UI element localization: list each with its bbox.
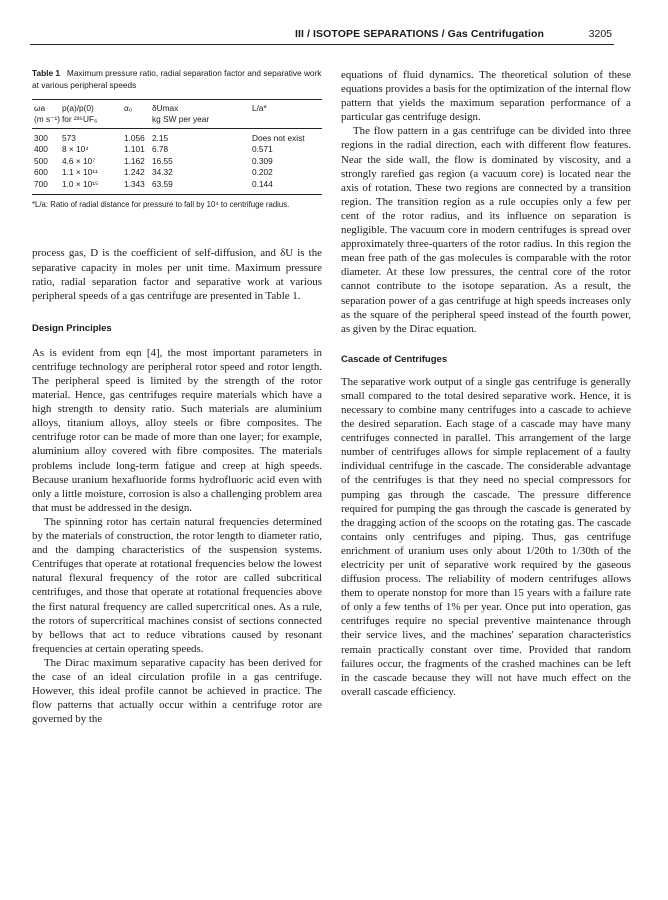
table-cell: 63.59 (152, 178, 173, 189)
right-column (341, 68, 631, 699)
table-cell: 16.55 (152, 155, 173, 166)
table-cell: 4.6 × 10⁷ (62, 155, 96, 166)
table-row (32, 144, 322, 155)
table-cell: 0.309 (252, 155, 273, 166)
paragraph: equations of fluid dynamics. The theoretical solution of these equations provides a basis for the optimization of the internal flow pattern that yields the maximum separation performance of a particular gas centrifuge design. (341, 69, 631, 124)
col-header-speed-unit: (m s⁻¹) (34, 114, 61, 124)
table-cell: 0.571 (252, 144, 273, 155)
paragraph: The flow pattern in a gas centrifuge can be divided into three regions in the radial direction, each with different flow features. Near the side wall, the flow is dominated by viscosity, and a strongly rarefied gas region (a vacuum core) is located near the axis of rotation. These two regions are connected by a transition region. The transition region as a rule occupies only a few per cent of the rotor radius, and its influence on separation is negligible. The vacuum core in modern centrifuges is spread over approximately three-quarters of the rotor radius. In this region the mean free path of the gas molecules is comparable with the rotor diameter. At these low pressures, the central core of the rotor cannot contribute to the isotope separation. As a result, the separation power of a gas centrifuge at high speeds increases only as the square of the peripheral speed instead of the fourth power, as given by the Dirac equation. (341, 125, 631, 335)
table-cell: 1.056 (124, 133, 145, 143)
table-cell: Does not exist (252, 133, 305, 143)
table-cell: 300 (34, 133, 48, 143)
table-cell: 1.101 (124, 144, 145, 155)
table-label: Table 1 (32, 68, 60, 78)
table-row (32, 167, 322, 178)
table-cell: 600 (34, 167, 48, 178)
col-header-pressure-ratio: p(a)/p(0) (62, 103, 94, 113)
col-header-separative-work: δUmax (152, 103, 179, 113)
table-row (32, 133, 322, 144)
table-row (32, 179, 322, 190)
table-cell: 500 (34, 155, 48, 166)
paragraph: The spinning rotor has certain natural frequencies determined by the materials of construction, the rotor length to diameter ratio, and the damping characteristics of the suspension systems. Centrifuges that operate at rotational frequencies below the lowest natural flexural frequency of the rotor are called subcritical centrifuges, and those that operate at rotational frequencies above the first natural frequency are called supercritical ones. As a rule, the rotors of supercritical machines consist of sections connected by bellows that act to reduce vibrations caused by resonant frequencies at certain operating speeds. (32, 515, 322, 655)
table-cell: 1.1 × 10¹¹ (62, 167, 98, 178)
table-cell: 1.242 (124, 167, 145, 178)
table-cell: 400 (34, 144, 48, 155)
paragraph: process gas, D is the coefficient of self-diffusion, and δU is the separative capacity in moles per unit time. Maximum pressure ratio, radial separation factor and separative work at various peripheral speeds of a gas centrifuge are presented in Table 1. (32, 247, 322, 302)
table-caption-text: Maximum pressure ratio, radial separation factor and separative work at various peripheral speeds (32, 68, 322, 90)
paragraph: The separative work output of a single gas centrifuge is generally small compared to the total desired separative work. Hence, it is necessary to combine many centrifuges into a cascade to achieve the desired separation. Each stage of a cascade may have many centrifuges connected in parallel. This arrangement of the large number of centrifuges allows for simple replacement of a faulty individual centrifuge in the cascade. The considerable advantage of the centrifuges is that they need no special compressors for pumping gas through the cascade. The pressure difference required for pumping the gas through the cascade is generated by the dragging action of the scoops on the rotating gas. The cascade contains only centrifuges and piping. Thus, gas centrifuge enrichment of uranium uses only about 1/20th to 1/30th of the electricity per unit of separative work required by the gaseous diffusion process. The reliability of modern centrifuges allows them to operate nonstop for more than 15 years with a failure rate of only a few tenths of 1% per year. Once put into operation, gas centrifuges require no special preventive maintenance through their service lives, and the machines' separation characteristics remain practically constant over time. Provided that random failures occur, the fragments of the crashed machines can be left in the cascade because they will not have much effect on the overall cascade efficiency. (341, 375, 631, 698)
table-cell: 1.0 × 10¹⁵ (62, 178, 99, 189)
table-cell: 573 (62, 133, 76, 143)
section-heading-cascade: Cascade of Centrifuges (341, 353, 448, 365)
table-cell: 1.343 (124, 178, 145, 189)
table-cell: 0.202 (252, 167, 273, 178)
section-heading-design-principles: Design Principles (32, 322, 112, 334)
table-cell: 1.162 (124, 155, 145, 166)
col-header-separation-factor: α₀ (124, 103, 133, 113)
data-table (32, 99, 322, 195)
table-footnote: *L/a: Ratio of radial distance for pressure to fall by 10⁴ to centrifuge radius. (32, 199, 290, 209)
table-body (32, 129, 322, 194)
page-number: 3205 (588, 28, 612, 40)
paragraph: The Dirac maximum separative capacity has been derived for the case of an ideal circulation profile in a gas centrifuge. However, this ideal profile cannot be achieved in practice. The flow patterns that actually occur within a centrifuge rotor are governed by the (32, 656, 322, 726)
table-cell: 34.32 (152, 167, 173, 178)
table-row (32, 156, 322, 167)
col-header-speed: ωa (34, 103, 46, 113)
table-cell: 700 (34, 178, 48, 189)
table-cell: 8 × 10⁴ (62, 144, 89, 155)
table-cell: 0.144 (252, 178, 273, 189)
section-title: III / ISOTOPE SEPARATIONS / Gas Centrifugation (294, 28, 544, 40)
col-header-radius-ratio: L/a* (252, 103, 267, 113)
table-header (32, 100, 322, 129)
col-header-separative-work-unit: kg SW per year (152, 114, 210, 124)
left-column (32, 68, 322, 726)
table-cell: 6.78 (152, 144, 169, 155)
running-header (30, 26, 614, 45)
table-caption (32, 68, 322, 91)
col-header-pressure-ratio-sub: for ²³⁵UF₆ (62, 114, 98, 124)
paragraph: As is evident from eqn [4], the most important parameters in centrifuge technology are peripheral rotor speed and rotor length. The peripheral speed is limited by the strength of the rotor material. Hence, gas centrifuges require materials which have a high strength to density ratio. Such materials are aluminium alloys, titanium alloys, alloy steels or fibre composites. The centrifuge rotor can be made of more than one layer; for example, aluminium alloy covered with fibre composites. The materials problems include long-term fatigue and creep at high speeds. Because uranium hexafluoride forms hydrofluoric acid even with only a little moisture, corrosion is also a challenging problem area that must be addressed in the design. (32, 346, 322, 514)
table-cell: 2.15 (152, 133, 169, 143)
